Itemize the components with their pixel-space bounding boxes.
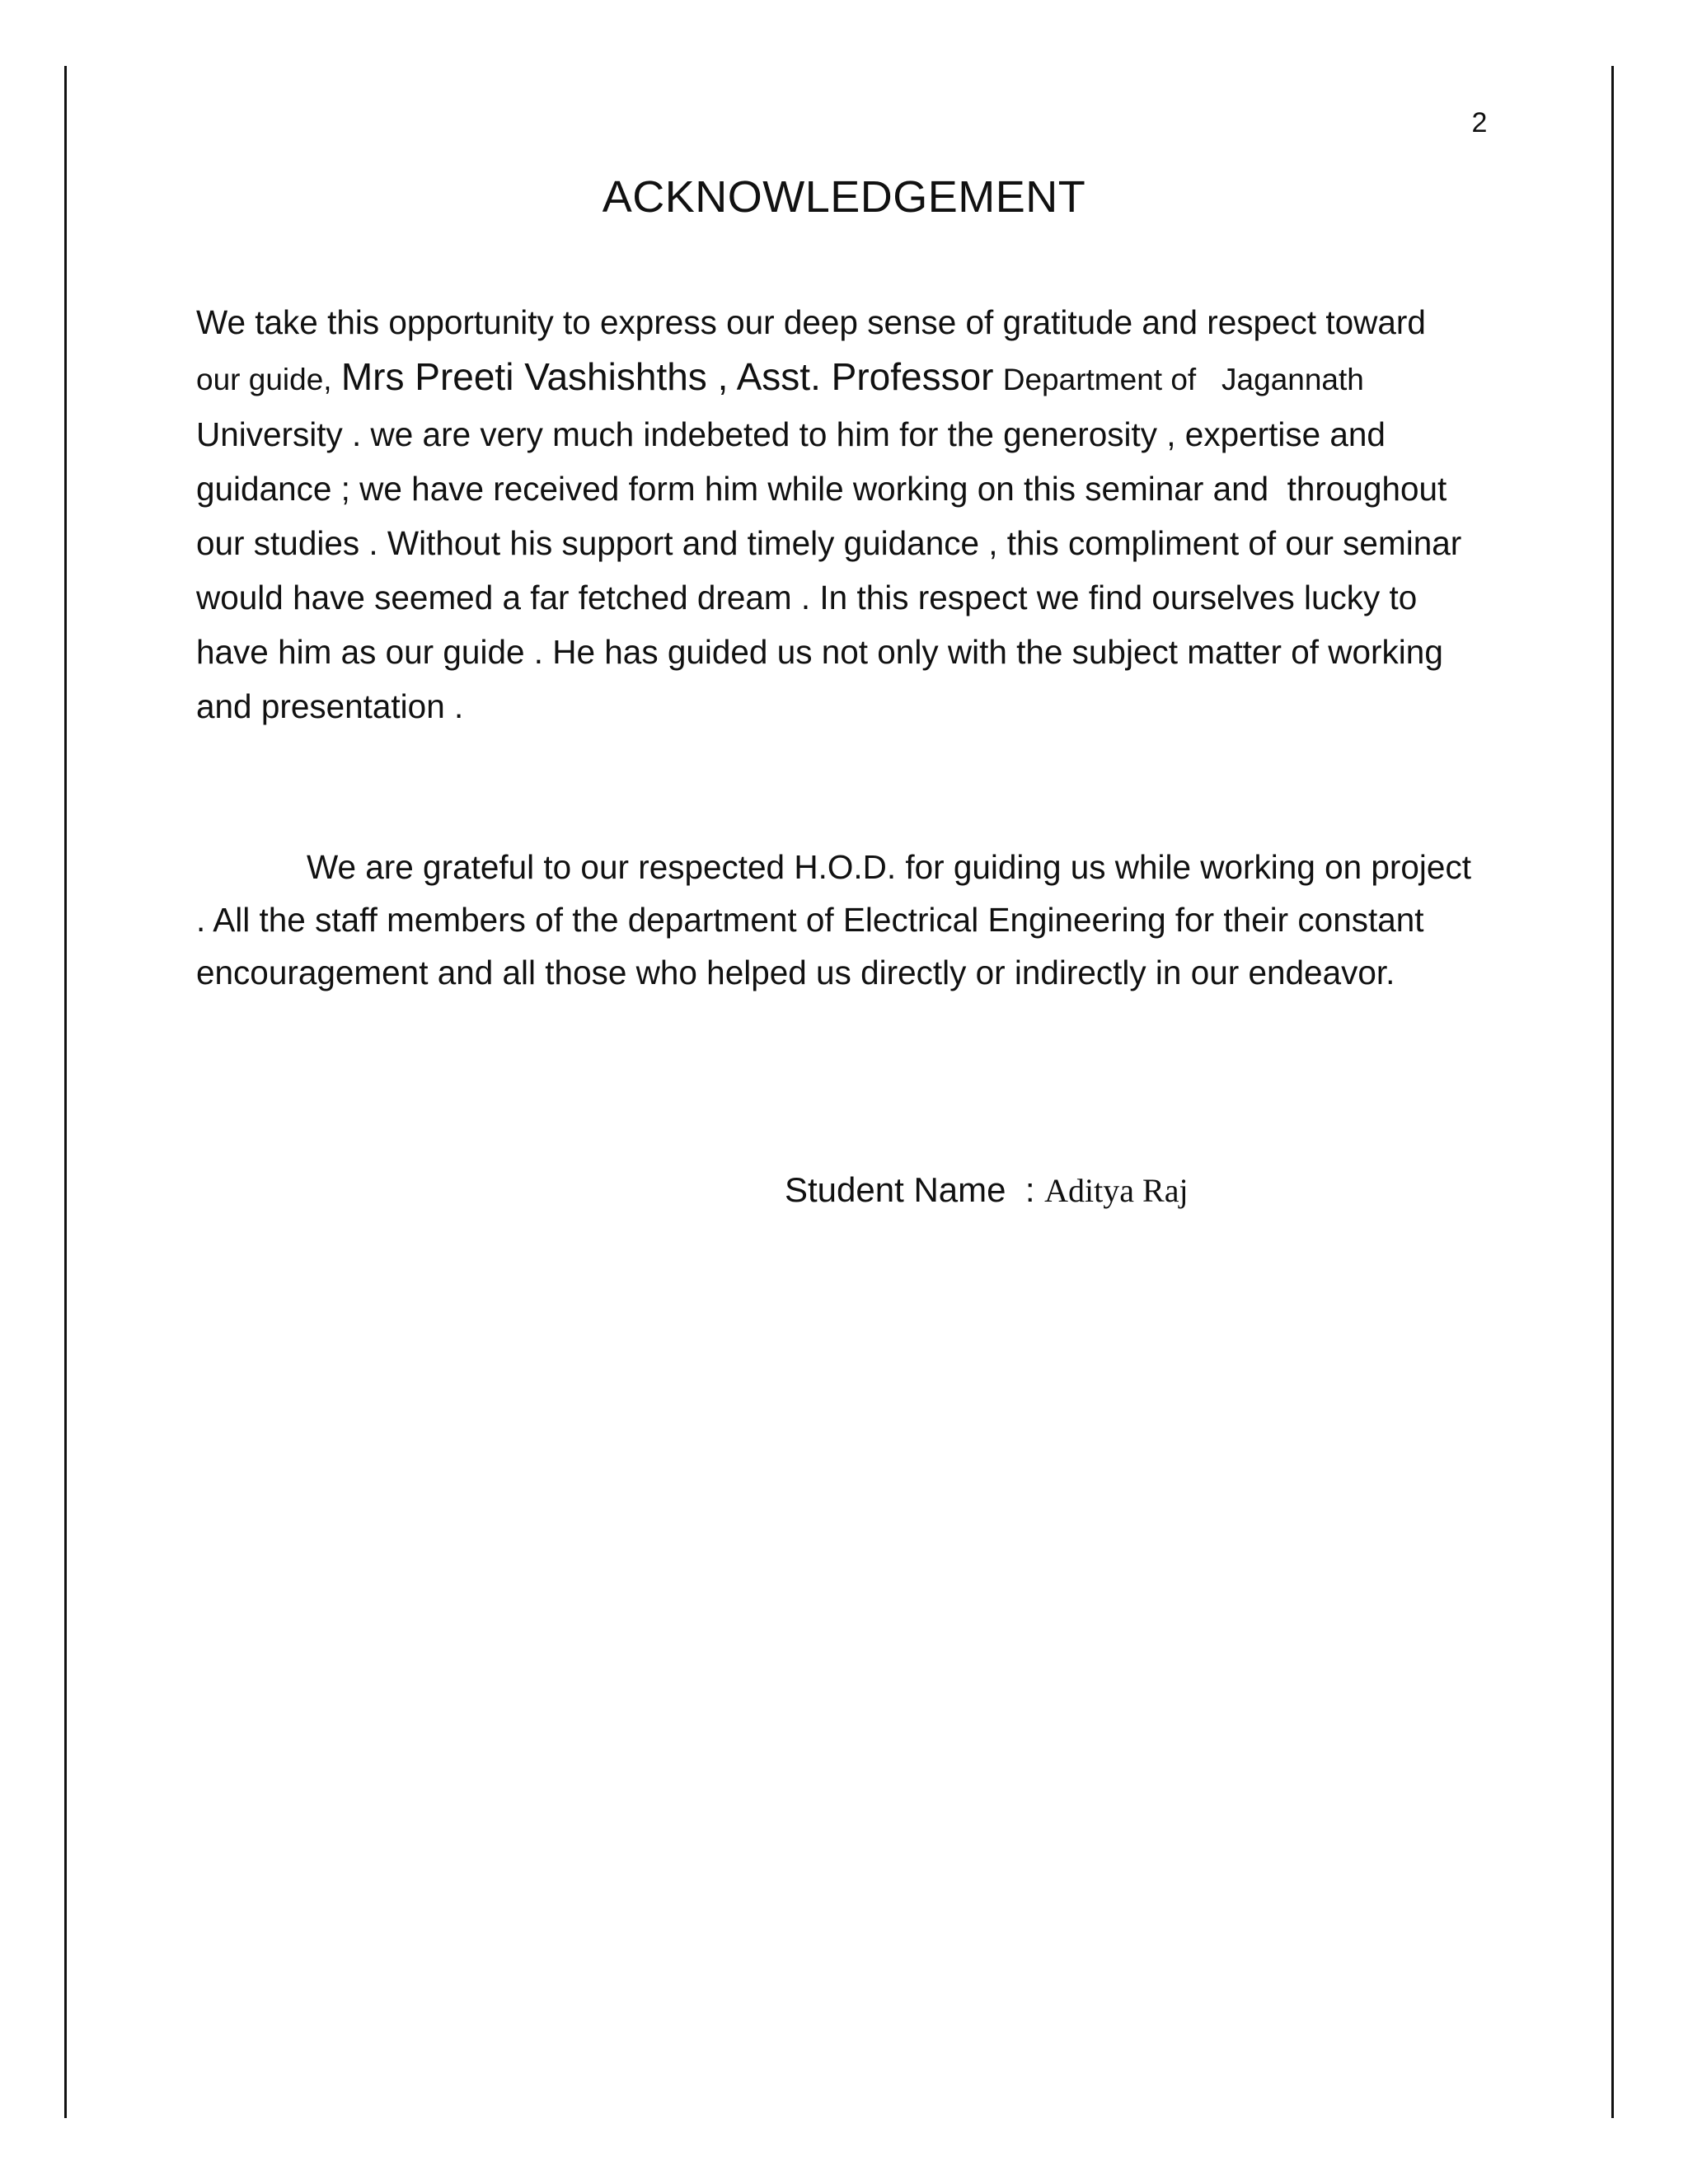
student-signature — [785, 1170, 1189, 1210]
acknowledgement-paragraph-2 — [196, 841, 1564, 999]
paragraph-1-line-4: guidance ; we have received form him while working on this seminar and throughout — [196, 470, 1447, 508]
paragraph-1-line-1: We take this opportunity to express our deep sense of gratitude and respect toward — [196, 303, 1426, 341]
student-name-value: Aditya Raj — [1044, 1172, 1189, 1209]
paragraph-1-line-5: our studies . Without his support and timely guidance , this compliment of our seminar — [196, 524, 1462, 562]
page-title: ACKNOWLEDGEMENT — [602, 172, 1086, 222]
paragraph-2-line-3: encouragement and all those who helped us directly or indirectly in our endeavor. — [196, 954, 1395, 991]
paragraph-1-line-7: have him as our guide . He has guided us not only with the subject matter of working — [196, 633, 1443, 671]
acknowledgement-paragraph-1 — [196, 295, 1564, 733]
paragraph-1-line-2c: Department of Jagannath — [1002, 363, 1364, 396]
paragraph-1-line-2a: our guide, — [196, 363, 332, 396]
paragraph-2-line-1: We are grateful to our respected H.O.D. for guiding us while working on project — [307, 848, 1471, 886]
guide-name: Mrs Preeti Vashishths , Asst. Professor — [340, 355, 994, 398]
paragraph-1-line-3: University . we are very much indebeted to him for the generosity , expertise and — [196, 415, 1386, 453]
paragraph-1-line-6: would have seemed a far fetched dream . In this respect we find ourselves lucky to — [196, 579, 1418, 616]
student-name-label: Student Name : — [785, 1170, 1035, 1209]
right-border-line — [1611, 66, 1614, 2118]
paragraph-1-line-8: and presentation . — [196, 687, 464, 725]
paragraph-2-line-2: . All the staff members of the department of Electrical Engineering for their constant — [196, 901, 1424, 939]
left-border-line — [64, 66, 67, 2118]
page-number: 2 — [1471, 107, 1488, 138]
